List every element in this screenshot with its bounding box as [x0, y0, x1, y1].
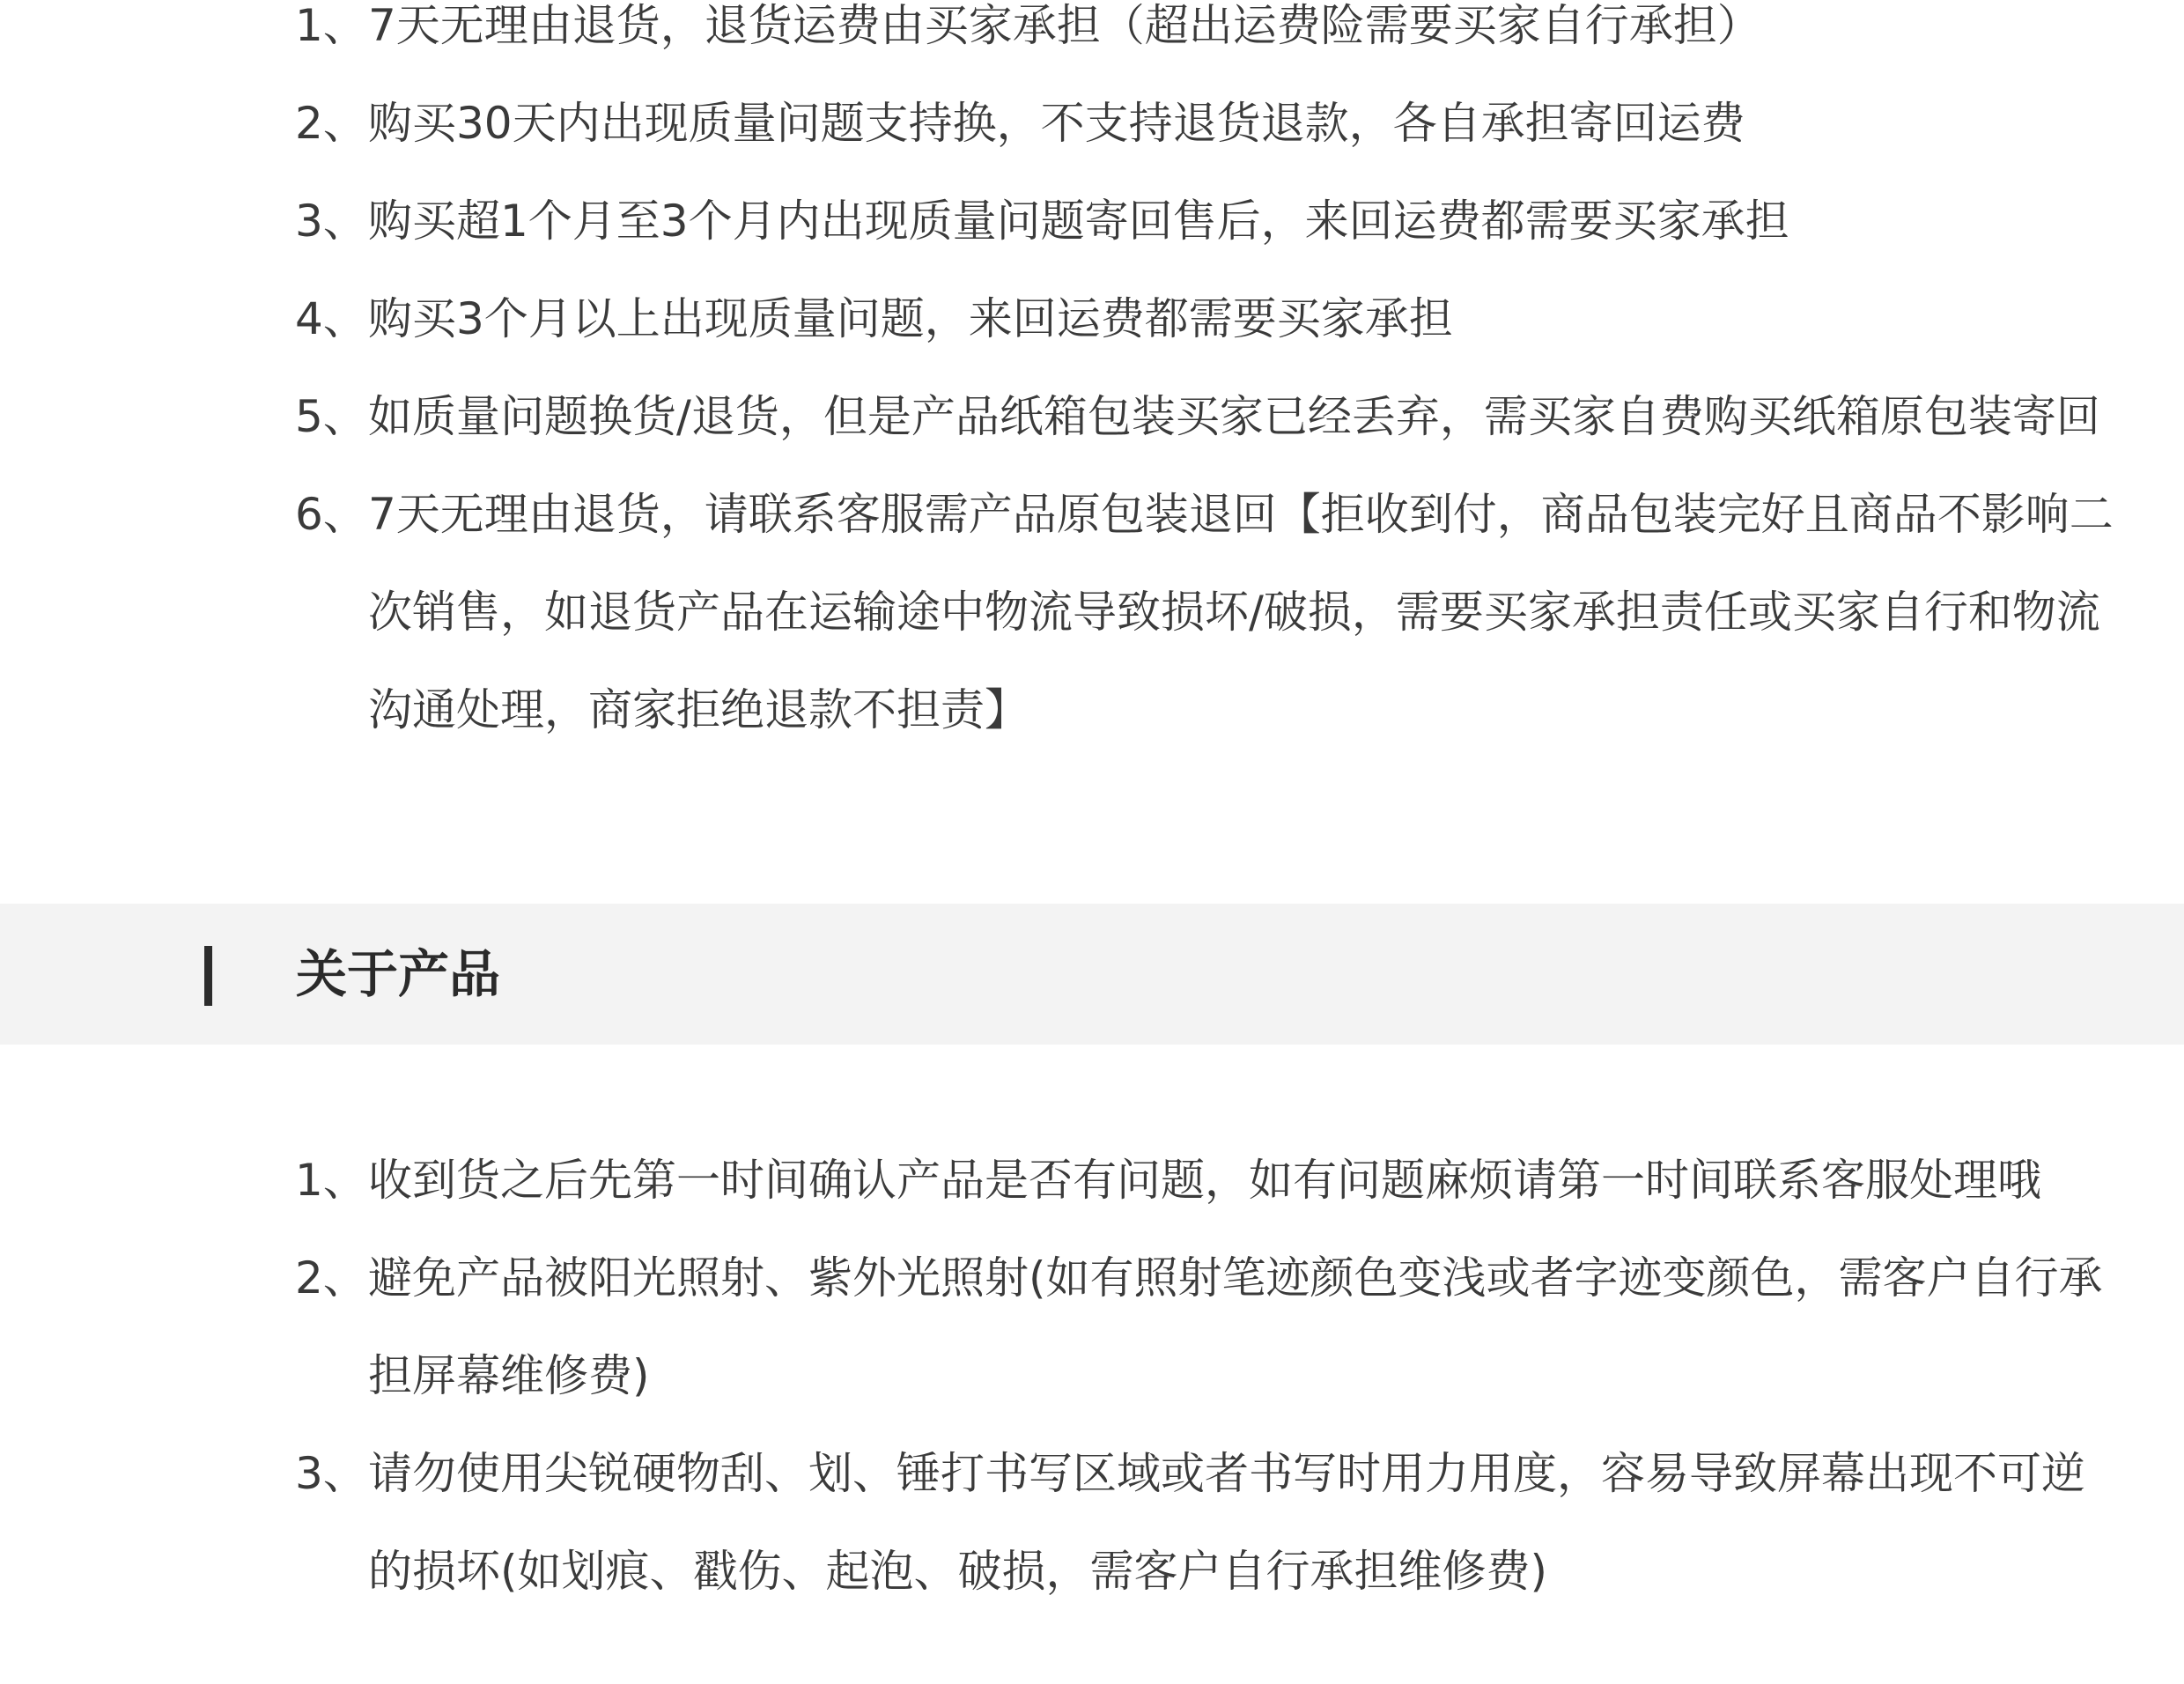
list-item — [0, 368, 2184, 466]
list-item — [0, 75, 2184, 173]
list-item — [0, 1230, 2184, 1425]
list-item-text: 避免产品被阳光照射、紫外光照射(如有照射笔迹颜色变浅或者字迹变颜色，需客户自行承担屏幕维修费) — [368, 1252, 2103, 1401]
list-item-text: 购买30天内出现质量问题支持换，不支持退货退款，各自承担寄回运费 — [368, 98, 1745, 149]
list-item-number: 2、 — [295, 1252, 367, 1304]
list-item-number: 6、 — [295, 489, 367, 540]
list-item-text: 收到货之后先第一时间确认产品是否有问题，如有问题麻烦请第一时间联系客服处理哦 — [368, 1155, 2041, 1206]
list-item-text: 如质量问题换货/退货，但是产品纸箱包装买家已经丢弃，需买家自费购买纸箱原包装寄回 — [368, 391, 2100, 442]
list-item-text: 7天无理由退货，请联系客服需产品原包装退回【拒收到付，商品包装完好且商品不影响二次销售，如退货产品在运输途中物流导致损坏/破损，需要买家承担责任或买家自行和物流沟通处理，商家拒绝退款不担责】 — [368, 489, 2114, 735]
list-item-text: 购买3个月以上出现质量问题，来回运费都需要买家承担 — [368, 293, 1453, 344]
list-item — [0, 270, 2184, 368]
section-title: 关于产品 — [296, 944, 501, 1004]
list-item-number: 1、 — [295, 0, 367, 51]
list-item — [0, 0, 2184, 75]
list-item-text: 购买超1个月至3个月内出现质量问题寄回售后，来回运费都需要买家承担 — [368, 196, 1789, 247]
list-item-number: 5、 — [295, 391, 367, 442]
list-item — [0, 173, 2184, 270]
section-marker — [204, 946, 212, 1006]
list-item-number: 4、 — [295, 293, 367, 344]
list-item-number: 3、 — [295, 196, 367, 247]
section-header-about-product — [0, 904, 2184, 1045]
list-item — [0, 466, 2184, 759]
list-item-number: 2、 — [295, 98, 367, 149]
list-item-number: 1、 — [295, 1155, 367, 1206]
list-item-number: 3、 — [295, 1448, 367, 1499]
list-item — [0, 1425, 2184, 1621]
about-product-list — [0, 1132, 2184, 1621]
list-item — [0, 1132, 2184, 1230]
list-item-text: 请勿使用尖锐硬物刮、划、锤打书写区域或者书写时用力用度，容易导致屏幕出现不可逆的损坏(如划痕、戳伤、起泡、破损，需客户自行承担维修费) — [368, 1448, 2085, 1597]
list-item-text: 7天无理由退货，退货运费由买家承担（超出运费险需要买家自行承担） — [368, 0, 1761, 51]
return-policy-list — [0, 0, 2184, 759]
